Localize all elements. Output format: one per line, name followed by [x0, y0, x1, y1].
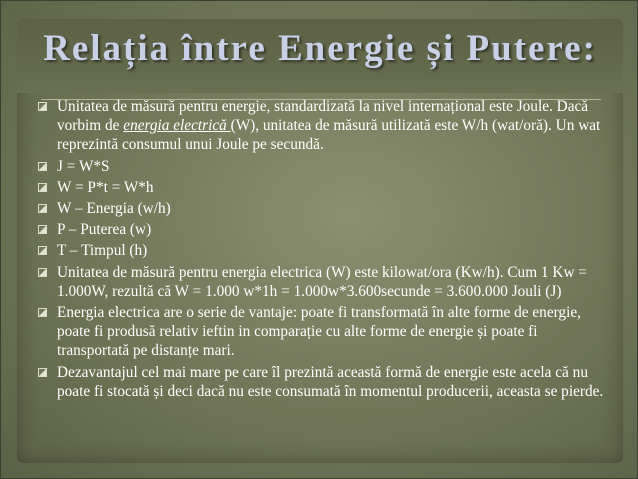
list-item	[38, 157, 604, 176]
bullet-list	[38, 97, 604, 403]
item-text: Energia electrica are o serie de vantaje: poate fi transformată în alte forme de energie, poate fi produsă relativ ieftin in comparație cu alte forme de energie și poate fi transportată pe distanțe mari.	[57, 304, 581, 360]
item-text: P – Puterea (w)	[57, 221, 152, 239]
slide-title: Relația între Energie și Putere:	[43, 28, 597, 69]
list-item	[38, 241, 604, 260]
item-text-after: (W), unitatea de măsură utilizată este W/h (wat/oră). Un wat reprezintă consumul unui Joule pe secundă.	[57, 117, 601, 154]
checkbox-bullet-icon	[38, 225, 47, 234]
item-text: J = W*S	[57, 157, 110, 175]
checkbox-bullet-icon	[38, 102, 47, 111]
item-text: T – Timpul (h)	[57, 242, 148, 260]
checkbox-bullet-icon	[38, 162, 47, 171]
checkbox-bullet-icon	[38, 368, 47, 377]
list-item	[38, 303, 604, 361]
checkbox-bullet-icon	[38, 246, 47, 255]
checkbox-bullet-icon	[38, 183, 47, 192]
energia-electrica-link[interactable]: energia electrică	[123, 117, 231, 135]
list-item	[38, 199, 604, 218]
list-item	[38, 363, 604, 401]
item-text: W = P*t = W*h	[57, 178, 154, 196]
checkbox-bullet-icon	[38, 268, 47, 277]
checkbox-bullet-icon	[38, 308, 47, 317]
item-text-before: Unitatea de măsură pentru energie, standardizată la nivel internațional este Joule. Dacă vorbim de	[57, 98, 589, 135]
list-item	[38, 220, 604, 239]
list-item	[38, 263, 604, 301]
list-item	[38, 97, 604, 155]
item-text: W – Energia (w/h)	[57, 200, 171, 218]
item-text: Unitatea de măsură pentru energia electrica (W) este kilowat/ora (Kw/h). Cum 1 Kw = 1.000W, rezultă că W = 1.000 w*1h = 1.000w*3.600secunde = 3.600.000 Jouli (J)	[57, 263, 587, 300]
item-text: Dezavantajul cel mai mare pe care îl prezintă această formă de energie este acela că nu poate fi stocată și deci dacă nu este consumată în momentul producerii, aceasta se pierde.	[57, 363, 604, 400]
checkbox-bullet-icon	[38, 204, 47, 213]
list-item	[38, 178, 604, 197]
